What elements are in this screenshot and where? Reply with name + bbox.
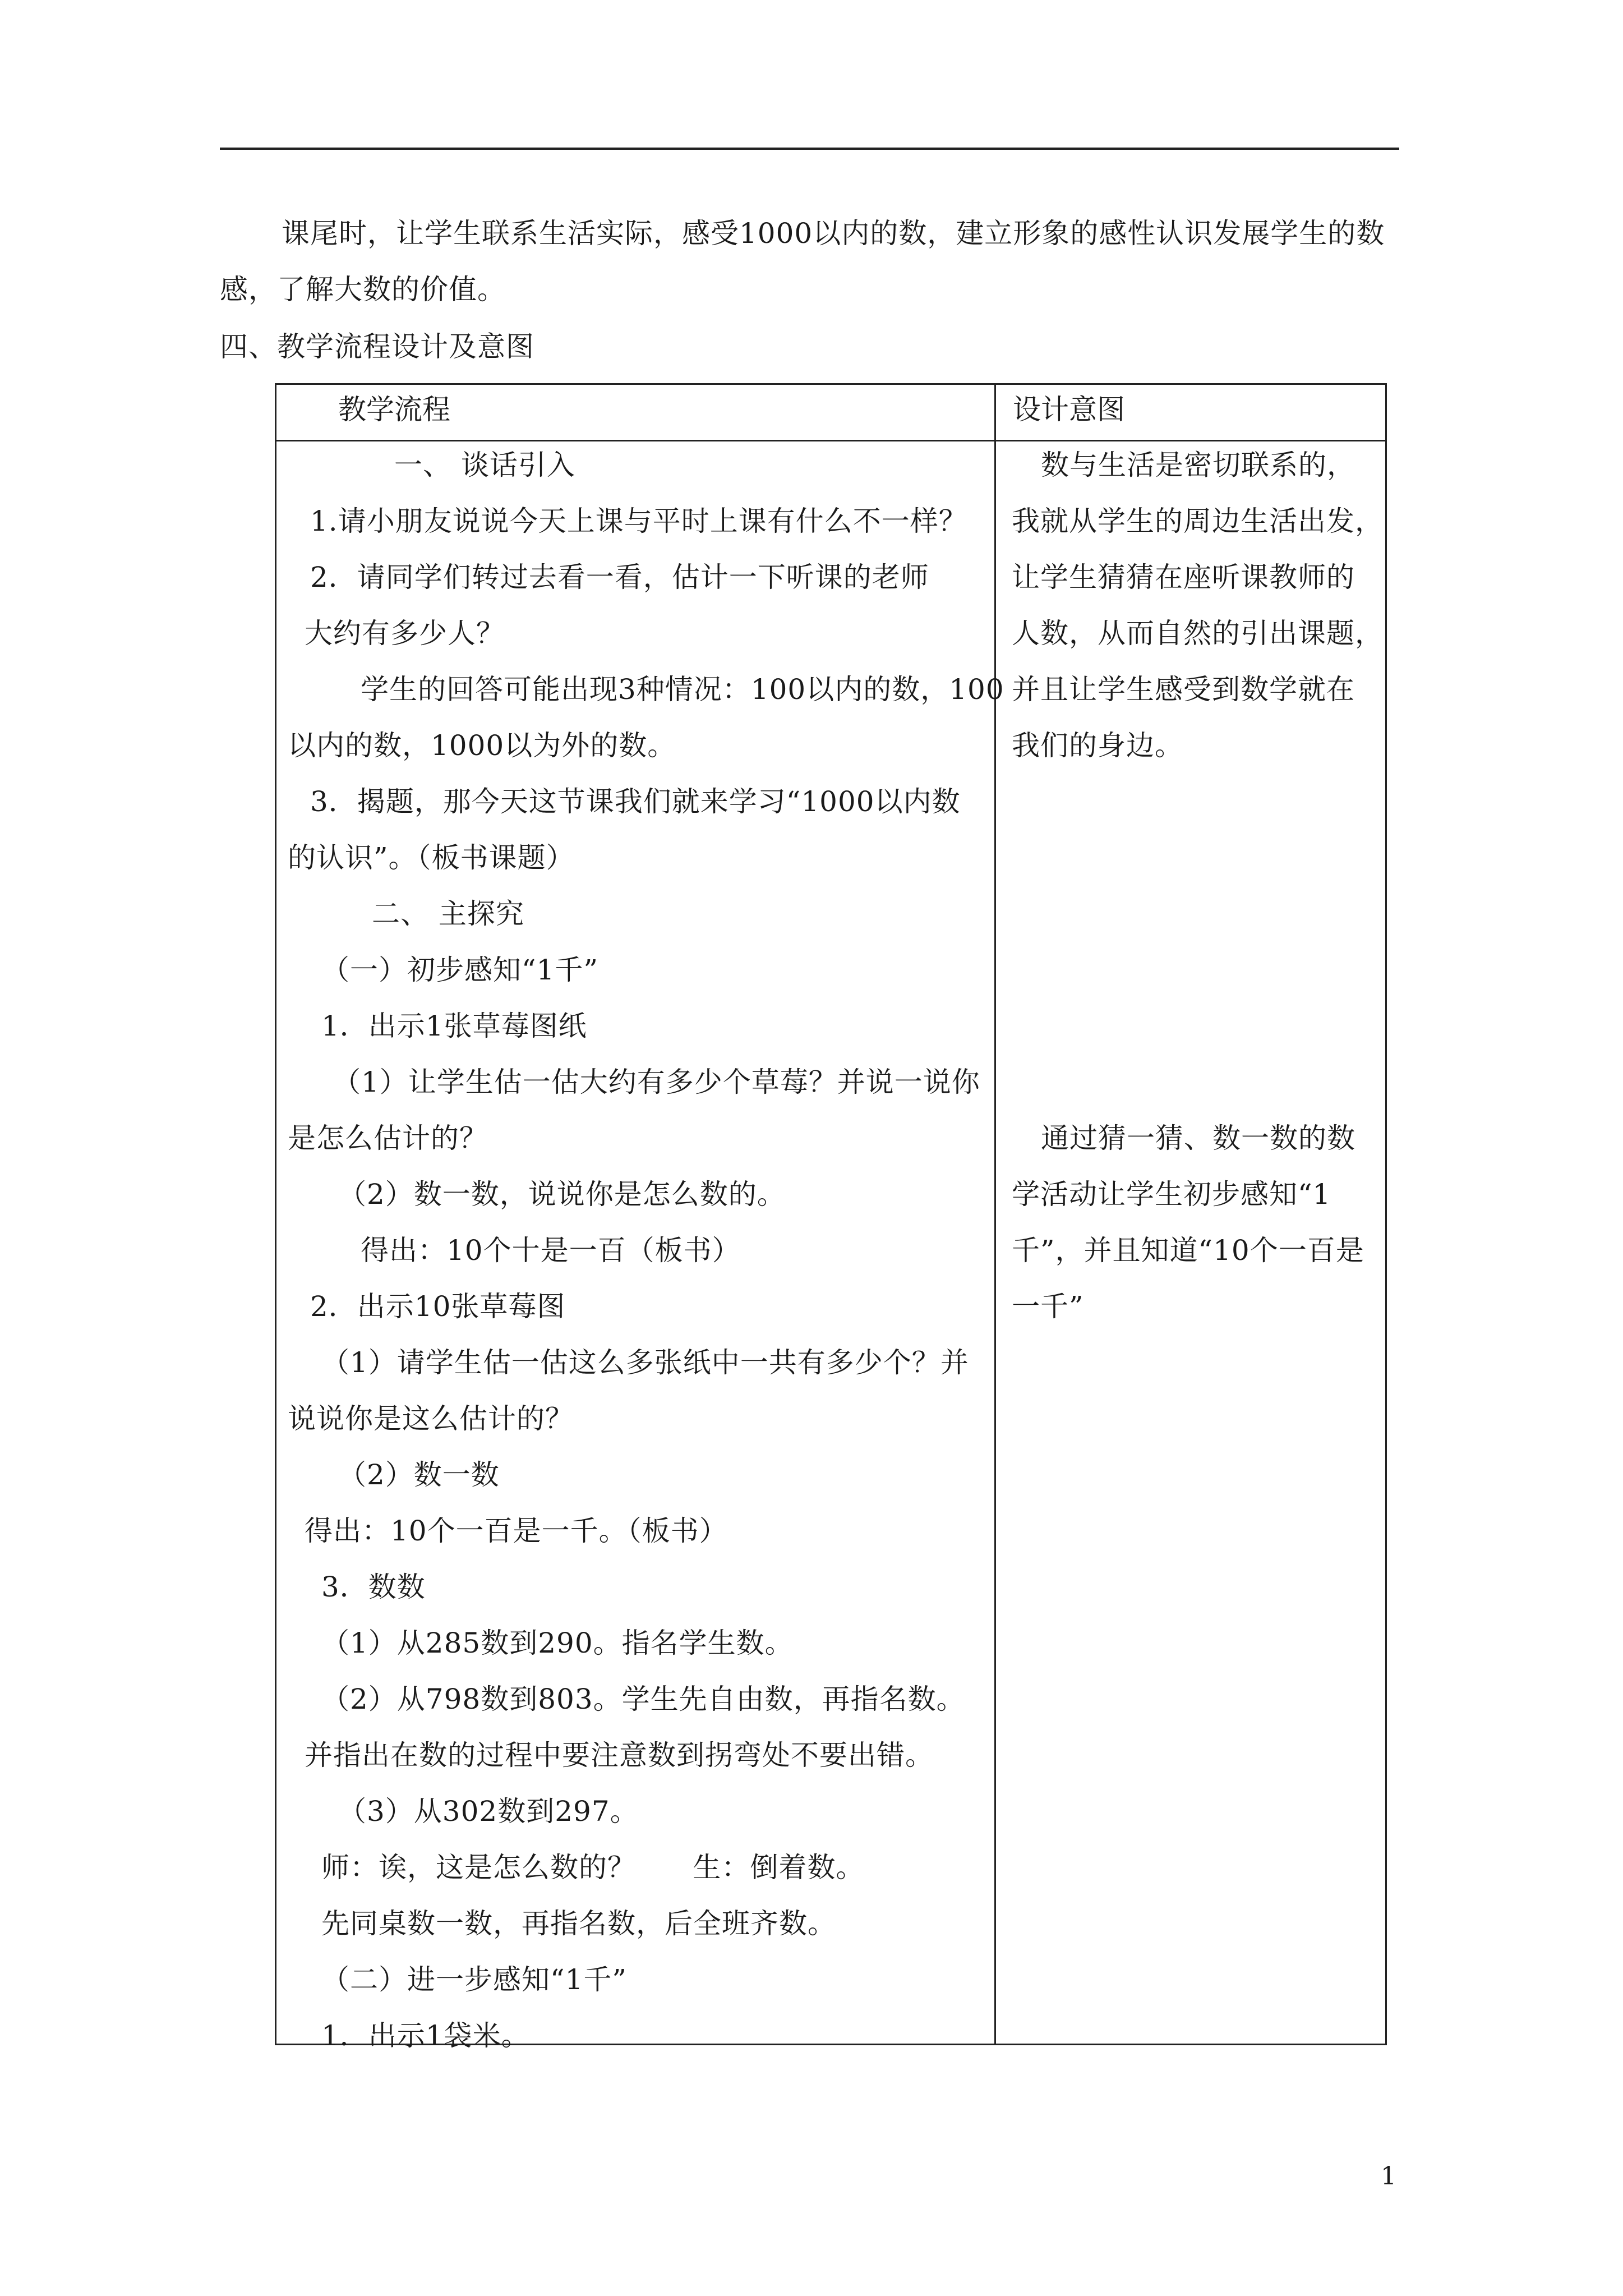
flow-line: 大约有多少人？ [305,617,505,650]
flow-line: （1）请学生估一估这么多张纸中一共有多少个？并 [321,1346,969,1379]
flow-line: 师：诶，这是怎么数的？ 生：倒着数。 [321,1851,865,1884]
intent-line: 学活动让学生初步感知“1 [1012,1178,1331,1211]
intent-line: 我们的身边。 [1012,729,1183,762]
intent-line: 一千” [1012,1290,1084,1323]
flow-line: 1.请小朋友说说今天上课与平时上课有什么不一样？ [310,505,967,537]
header-flow-label: 教学流程 [338,393,450,426]
table-body-row [276,441,1386,2045]
header-rule [220,148,1399,150]
flow-line: 2．请同学们转过去看一看，估计一下听课的老师 [310,561,929,593]
header-cell-intent [995,384,1386,441]
intent-line: 我就从学生的周边生活出发， [1012,505,1384,537]
intent-line: 通过猜一猜、数一数的数 [1041,1122,1355,1154]
intent-cell [995,441,1386,2045]
flow-line: 说说你是这么估计的？ [288,1402,574,1435]
flow-line: 2．出示10张草莓图 [310,1290,566,1323]
flow-line: 一、 谈话引入 [394,449,575,481]
intro-line-2: 感，了解大数的价值。 [220,273,506,306]
flow-cell [276,441,1004,2052]
flow-line: 1．出示1袋米。 [321,2019,530,2052]
flow-line: （2）从798数到803。学生先自由数，再指名数。 [321,1683,965,1715]
flow-line: 1．出示1张草莓图纸 [321,1010,587,1042]
flow-line: 3．揭题，那今天这节课我们就来学习“1000以内数 [310,785,961,818]
intent-line: 千”，并且知道“10个一百是 [1012,1234,1364,1267]
flow-line: 学生的回答可能出现3种情况：100以内的数，100 [361,673,1004,706]
flow-line: 二、 主探究 [372,898,524,930]
section-heading: 四、教学流程设计及意图 [220,330,534,363]
flow-line: （一）初步感知“1千” [321,954,598,986]
flow-line: 的认识”。（板书课题） [288,841,575,874]
intent-line: 让学生猜猜在座听课教师的 [1012,561,1355,593]
intro-line-1: 课尾时，让学生联系生活实际，感受1000以内的数，建立形象的感性认识发展学生的数 [282,217,1385,250]
flow-line: 并指出在数的过程中要注意数到拐弯处不要出错。 [305,1739,934,1772]
flow-line: （2）数一数，说说你是怎么数的。 [338,1178,786,1211]
table-header-row [276,384,1386,441]
flow-line: （1）让学生估一估大约有多少个草莓？并说一说你 [333,1066,980,1098]
flow-line: 是怎么估计的？ [288,1122,488,1154]
flow-line: （3）从302数到297。 [338,1795,639,1828]
intent-line: 数与生活是密切联系的， [1041,449,1355,481]
intent-line: 并且让学生感受到数学就在 [1012,673,1355,706]
teaching-flow-table [275,383,1387,2052]
flow-line: （1）从285数到290。指名学生数。 [321,1627,794,1659]
header-intent-label: 设计意图 [1013,393,1125,426]
page-number: 1 [1381,2162,1396,2191]
flow-line: 得出：10个一百是一千。（板书） [305,1515,728,1547]
flow-line: 以内的数，1000以为外的数。 [288,729,676,762]
flow-line: 3．数数 [321,1571,426,1603]
flow-line: 得出：10个十是一百（板书） [361,1234,741,1267]
intent-line: 人数，从而自然的引出课题， [1012,617,1384,650]
header-cell-flow [276,384,995,441]
flow-line: （2）数一数 [338,1458,500,1491]
flow-line: 先同桌数一数，再指名数，后全班齐数。 [321,1907,836,1940]
flow-line: （二）进一步感知“1千” [321,1963,627,1996]
